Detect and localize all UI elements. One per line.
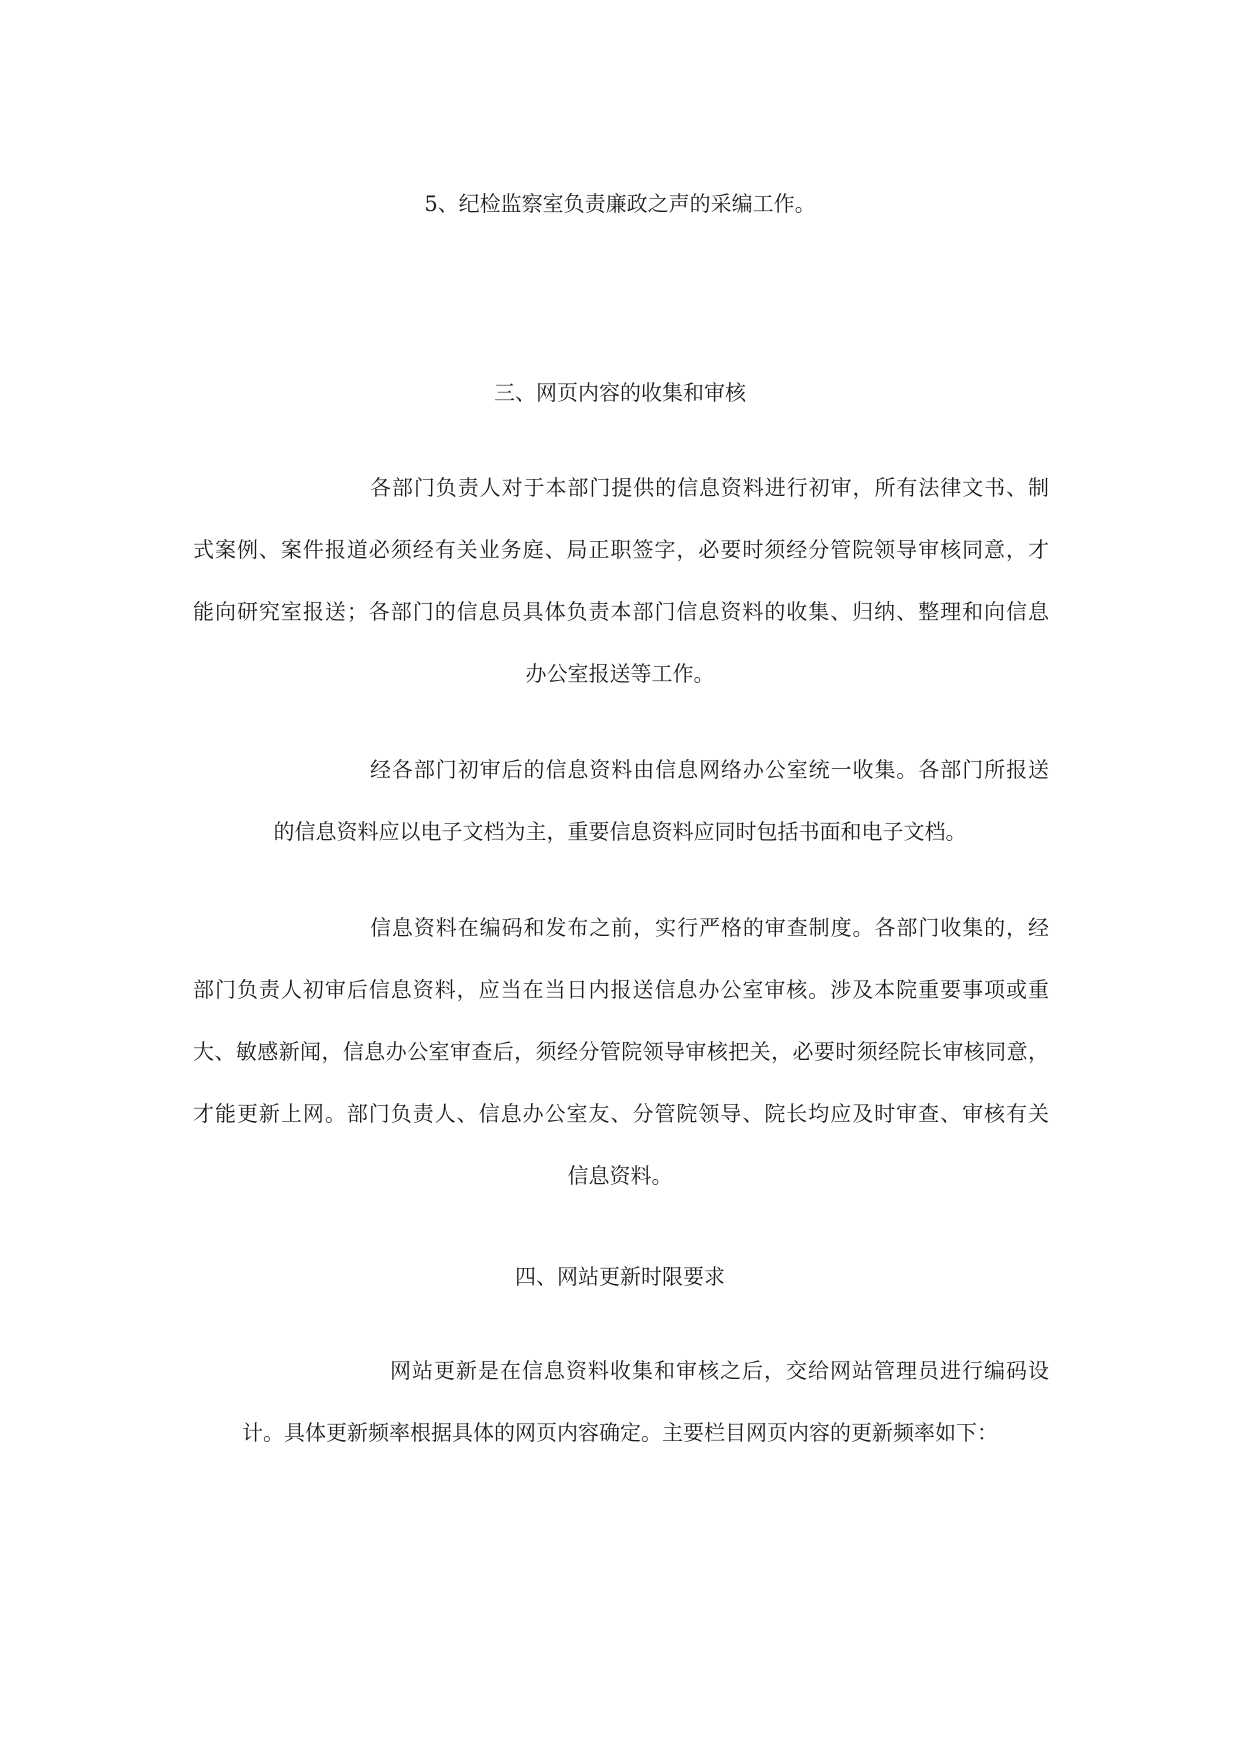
paragraph-line: 网站更新是在信息资料收集和审核之后，交给网站管理员进行编码设 bbox=[390, 1359, 1049, 1383]
paragraph-line: 能向研究室报送；各部门的信息员具体负责本部门信息资料的收集、归纳、整理和向信息 bbox=[193, 600, 1049, 624]
paragraph-line: 式案例、案件报道必须经有关业务庭、局正职签字，必要时须经分管院领导审核同意，才 bbox=[193, 538, 1049, 562]
paragraph-line: 大、敏感新闻，信息办公室审查后，须经分管院领导审核把关，必要时须经院长审核同意， bbox=[193, 1040, 1049, 1064]
item-5-text: 5、纪检监察室负责廉政之声的采编工作。 bbox=[424, 192, 816, 216]
paragraph-line: 信息资料。 bbox=[567, 1164, 673, 1188]
section-3-heading: 三、网页内容的收集和审核 bbox=[494, 381, 746, 405]
section-4-heading: 四、网站更新时限要求 bbox=[515, 1265, 725, 1289]
paragraph-line: 的信息资料应以电子文档为主，重要信息资料应同时包括书面和电子文档。 bbox=[273, 820, 967, 844]
paragraph-line: 经各部门初审后的信息资料由信息网络办公室统一收集。各部门所报送 bbox=[370, 758, 1049, 782]
paragraph-line: 才能更新上网。部门负责人、信息办公室友、分管院领导、院长均应及时审查、审核有关 bbox=[193, 1102, 1049, 1126]
paragraph-line: 信息资料在编码和发布之前，实行严格的审查制度。各部门收集的，经 bbox=[370, 916, 1049, 940]
paragraph-line: 办公室报送等工作。 bbox=[525, 662, 715, 686]
paragraph-line: 计。具体更新频率根据具体的网页内容确定。主要栏目网页内容的更新频率如下： bbox=[242, 1421, 998, 1445]
paragraph-line: 部门负责人初审后信息资料，应当在当日内报送信息办公室审核。涉及本院重要事项或重 bbox=[193, 978, 1049, 1002]
paragraph-line: 各部门负责人对于本部门提供的信息资料进行初审，所有法律文书、制 bbox=[370, 476, 1049, 500]
